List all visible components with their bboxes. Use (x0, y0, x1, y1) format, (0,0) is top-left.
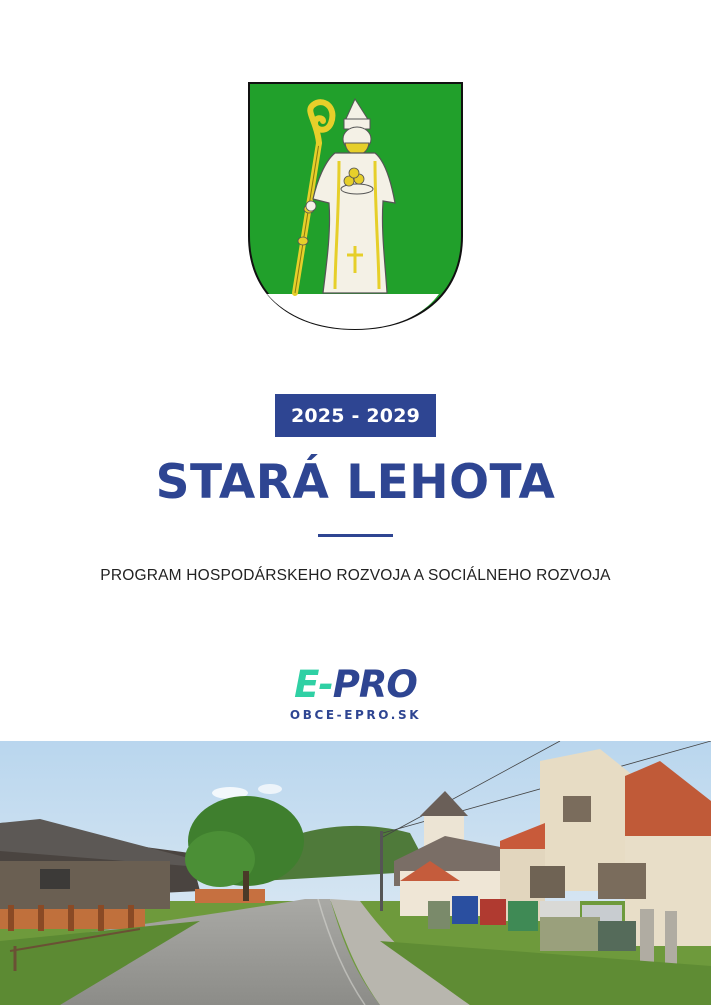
epro-logo-wordmark (260, 664, 451, 706)
village-photo (0, 741, 711, 1005)
village-street-photo (0, 741, 711, 1005)
title-divider (318, 534, 393, 537)
epro-logo (260, 664, 451, 724)
logo-pro: PRO (332, 663, 417, 706)
municipality-title: STARÁ LEHOTA (155, 455, 556, 510)
period-badge: 2025 - 2029 (275, 394, 436, 437)
coat-of-arms (247, 81, 464, 333)
logo-dash: - (318, 663, 333, 706)
website-label: OBCE-EPRO.SK (289, 708, 422, 722)
coat-of-arms-bishop-icon (247, 81, 464, 333)
program-subtitle: PROGRAM HOSPODÁRSKEHO ROZVOJA A SOCIÁLNEHO ROZVOJA (100, 567, 611, 584)
logo-e: E (294, 663, 319, 706)
